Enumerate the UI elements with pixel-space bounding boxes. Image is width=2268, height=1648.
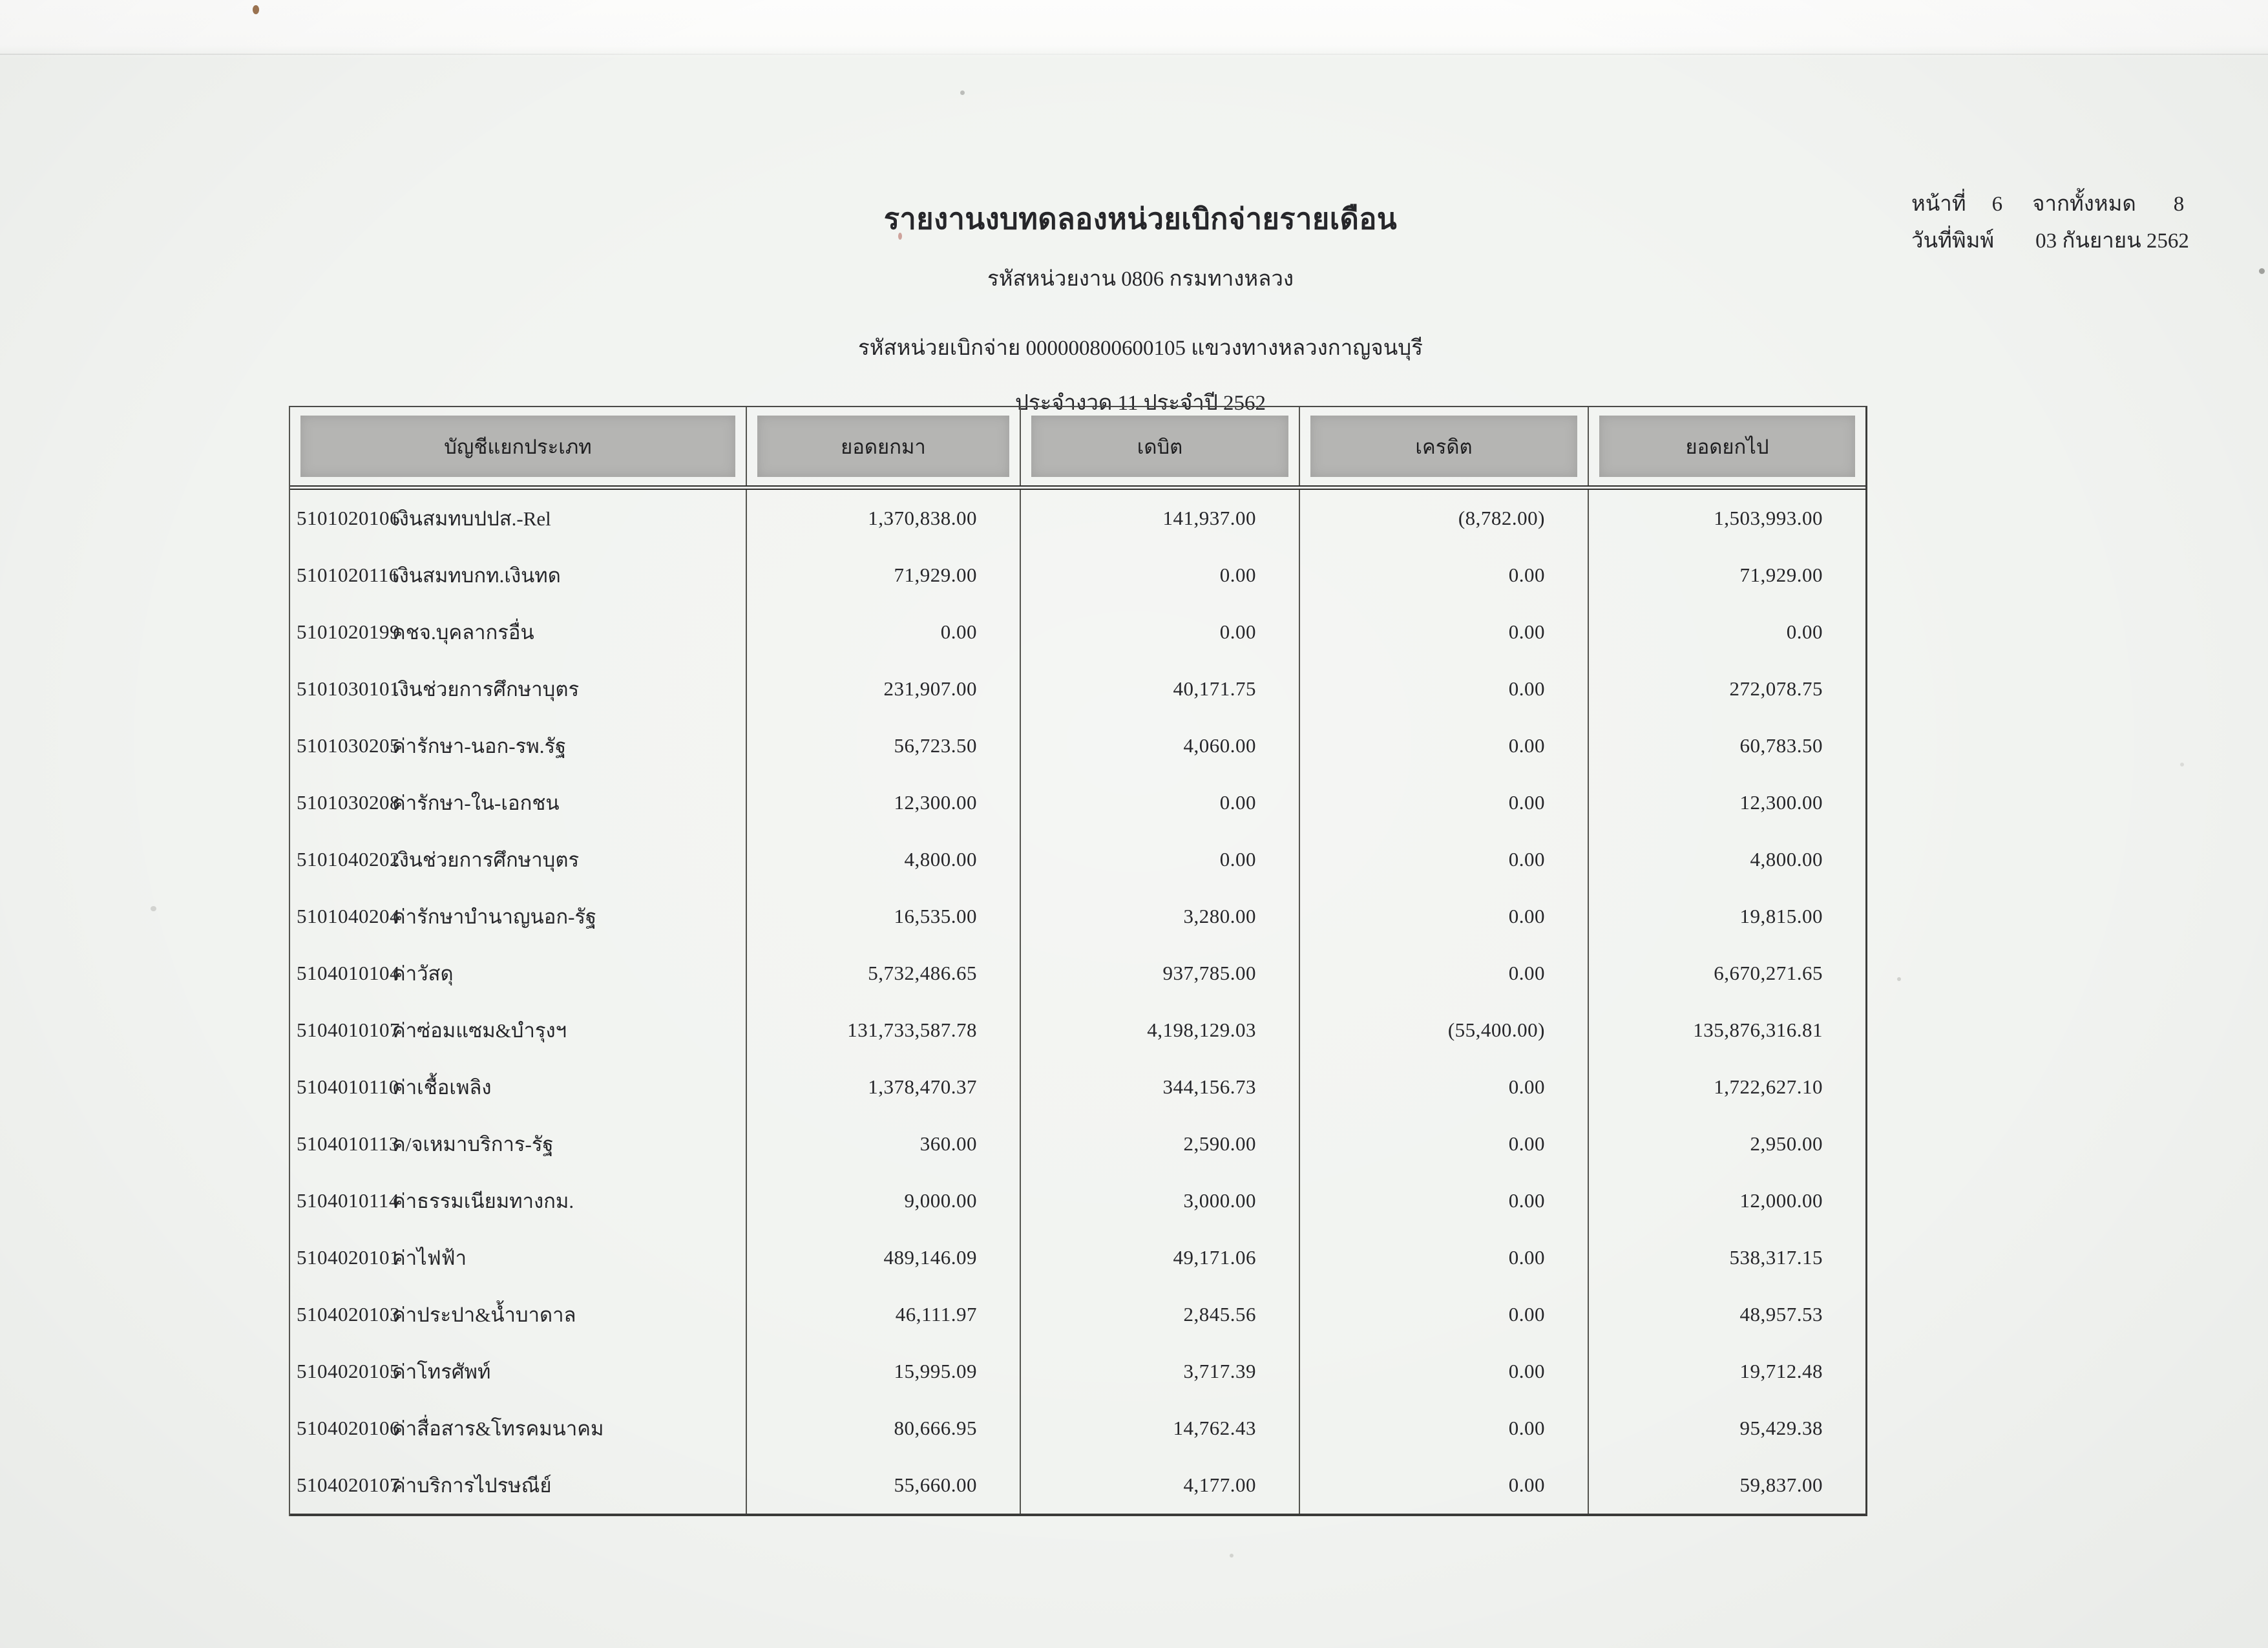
- table-row: [290, 547, 1865, 604]
- account-code: 5104020106: [297, 1417, 400, 1439]
- debit-amount: 141,937.00: [1020, 490, 1299, 547]
- account-cell: [290, 1229, 746, 1286]
- table-row: [290, 660, 1865, 717]
- account-cell: [290, 831, 746, 888]
- carry-forward-amount: 489,146.09: [746, 1229, 1020, 1286]
- debit-amount: 3,717.39: [1020, 1343, 1299, 1400]
- account-name: ค่าเชื้อเพลิง: [392, 1076, 492, 1099]
- account-cell: [290, 1286, 746, 1343]
- balance-amount: 12,000.00: [1588, 1172, 1865, 1229]
- account-name: เงินช่วยการศึกษาบุตร: [392, 678, 580, 701]
- credit-amount: 0.00: [1299, 1343, 1588, 1400]
- credit-amount: 0.00: [1299, 547, 1588, 604]
- account-cell: [290, 547, 746, 604]
- account-name: เงินช่วยการศึกษาบุตร: [392, 849, 580, 871]
- table-header-row: [290, 407, 1865, 490]
- account-code: 5104020101: [297, 1246, 400, 1269]
- account-name: ค่าสื่อสาร&โทรคมนาคม: [392, 1417, 604, 1440]
- column-header-account: บัญชีแยกประเภท: [300, 416, 735, 477]
- table-row: [290, 1172, 1865, 1229]
- account-name: ค่าซ่อมแซม&บำรุงฯ: [392, 1019, 567, 1042]
- account-name: เงินสมทบปปส.-Rel: [392, 507, 551, 530]
- account-name: ค่ารักษา-ใน-เอกชน: [392, 792, 560, 814]
- credit-amount: 0.00: [1299, 1172, 1588, 1229]
- account-cell: [290, 1343, 746, 1400]
- table-body: [290, 490, 1865, 1516]
- carry-forward-amount: 71,929.00: [746, 547, 1020, 604]
- column-header-carry-forward: ยอดยกมา: [757, 416, 1009, 477]
- disbursement-unit-line: รหัสหน่วยเบิกจ่าย 000000800600105 แขวงทางหลวงกาญจนบุรี: [858, 337, 1423, 360]
- carry-forward-amount: 5,732,486.65: [746, 945, 1020, 1002]
- table-row: [290, 717, 1865, 774]
- total-pages: 8: [2173, 193, 2185, 216]
- balance-amount: 6,670,271.65: [1588, 945, 1865, 1002]
- account-cell: [290, 604, 746, 660]
- credit-amount: 0.00: [1299, 717, 1588, 774]
- carry-forward-amount: 46,111.97: [746, 1286, 1020, 1343]
- carry-forward-amount: 80,666.95: [746, 1400, 1020, 1457]
- table-row: [290, 1059, 1865, 1115]
- scan-speck: [1897, 977, 1901, 981]
- debit-amount: 3,000.00: [1020, 1172, 1299, 1229]
- account-code: 5104010107: [297, 1019, 400, 1041]
- account-code: 5101030205: [297, 734, 400, 757]
- debit-amount: 344,156.73: [1020, 1059, 1299, 1115]
- credit-amount: (55,400.00): [1299, 1002, 1588, 1059]
- scan-speck: [151, 906, 156, 911]
- table-row: [290, 1115, 1865, 1172]
- table-row: [290, 1229, 1865, 1286]
- credit-amount: 0.00: [1299, 604, 1588, 660]
- table-row: [290, 888, 1865, 945]
- carry-forward-amount: 12,300.00: [746, 774, 1020, 831]
- account-code: 5104020105: [297, 1360, 400, 1382]
- carry-forward-amount: 231,907.00: [746, 660, 1020, 717]
- account-cell: [290, 660, 746, 717]
- balance-amount: 60,783.50: [1588, 717, 1865, 774]
- account-cell: [290, 945, 746, 1002]
- carry-forward-amount: 16,535.00: [746, 888, 1020, 945]
- balance-amount: 71,929.00: [1588, 547, 1865, 604]
- balance-amount: 19,712.48: [1588, 1343, 1865, 1400]
- scan-speck: [253, 5, 259, 14]
- trial-balance-table: [289, 406, 1867, 1516]
- page-number-line: [1911, 194, 2189, 215]
- debit-amount: 0.00: [1020, 547, 1299, 604]
- credit-amount: (8,782.00): [1299, 490, 1588, 547]
- scan-speck: [2180, 763, 2184, 766]
- account-cell: [290, 888, 746, 945]
- account-cell: [290, 717, 746, 774]
- debit-amount: 2,590.00: [1020, 1115, 1299, 1172]
- account-code: 5101030208: [297, 791, 400, 814]
- balance-amount: 59,837.00: [1588, 1457, 1865, 1514]
- debit-amount: 4,198,129.03: [1020, 1002, 1299, 1059]
- credit-amount: 0.00: [1299, 1286, 1588, 1343]
- table-row: [290, 831, 1865, 888]
- account-name: ค่าประปา&น้ำบาดาล: [392, 1304, 576, 1326]
- credit-amount: 0.00: [1299, 945, 1588, 1002]
- carry-forward-amount: 55,660.00: [746, 1457, 1020, 1514]
- account-name: ค่าบริการไปรษณีย์: [392, 1474, 552, 1497]
- debit-amount: 937,785.00: [1020, 945, 1299, 1002]
- page-info: [1911, 194, 2189, 268]
- header-cell-credit: [1299, 407, 1588, 485]
- credit-amount: 0.00: [1299, 888, 1588, 945]
- account-name: ค่าวัสดุ: [392, 962, 454, 985]
- header-cell-carry-forward: [746, 407, 1020, 485]
- credit-amount: 0.00: [1299, 1229, 1588, 1286]
- table-row: [290, 945, 1865, 1002]
- period-line: ประจำงวด 11 ประจำปี 2562: [1014, 392, 1266, 415]
- balance-amount: 272,078.75: [1588, 660, 1865, 717]
- carry-forward-amount: 56,723.50: [746, 717, 1020, 774]
- account-code: 5101030101: [297, 677, 400, 700]
- account-name: ค่าโทรศัพท์: [392, 1360, 491, 1383]
- debit-amount: 0.00: [1020, 831, 1299, 888]
- carry-forward-amount: 4,800.00: [746, 831, 1020, 888]
- account-cell: [290, 1400, 746, 1457]
- debit-amount: 40,171.75: [1020, 660, 1299, 717]
- scan-speck: [960, 90, 965, 95]
- account-name: ค่าไฟฟ้า: [392, 1247, 467, 1269]
- account-cell: [290, 774, 746, 831]
- table-row: [290, 604, 1865, 660]
- page-label: หน้าที่: [1911, 193, 1966, 216]
- table-row: [290, 1002, 1865, 1059]
- print-date-line: [1911, 231, 2189, 252]
- debit-amount: 3,280.00: [1020, 888, 1299, 945]
- carry-forward-amount: 15,995.09: [746, 1343, 1020, 1400]
- report-title: รายงานงบทดลองหน่วยเบิกจ่ายรายเดือน: [883, 203, 1398, 235]
- credit-amount: 0.00: [1299, 1400, 1588, 1457]
- credit-amount: 0.00: [1299, 831, 1588, 888]
- agency-code-line: รหัสหน่วยงาน 0806 กรมทางหลวง: [987, 268, 1294, 291]
- header-cell-account: [290, 407, 746, 485]
- credit-amount: 0.00: [1299, 1457, 1588, 1514]
- page-number: 6: [1991, 193, 2003, 216]
- account-cell: [290, 1002, 746, 1059]
- carry-forward-amount: 131,733,587.78: [746, 1002, 1020, 1059]
- debit-amount: 4,177.00: [1020, 1457, 1299, 1514]
- table-row: [290, 1286, 1865, 1343]
- balance-amount: 48,957.53: [1588, 1286, 1865, 1343]
- carry-forward-amount: 360.00: [746, 1115, 1020, 1172]
- carry-forward-amount: 9,000.00: [746, 1172, 1020, 1229]
- account-cell: [290, 1115, 746, 1172]
- carry-forward-amount: 1,370,838.00: [746, 490, 1020, 547]
- balance-amount: 95,429.38: [1588, 1400, 1865, 1457]
- credit-amount: 0.00: [1299, 1115, 1588, 1172]
- credit-amount: 0.00: [1299, 774, 1588, 831]
- debit-amount: 0.00: [1020, 604, 1299, 660]
- scan-crease-line: [0, 54, 2268, 55]
- account-name: ค่ารักษาบำนาญนอก-รัฐ: [392, 905, 597, 928]
- balance-amount: 1,722,627.10: [1588, 1059, 1865, 1115]
- carry-forward-amount: 0.00: [746, 604, 1020, 660]
- scan-speck: [1230, 1554, 1234, 1558]
- report-header: [646, 195, 1635, 419]
- account-name: คชจ.บุคลากรอื่น: [392, 621, 534, 644]
- balance-amount: 0.00: [1588, 604, 1865, 660]
- carry-forward-amount: 1,378,470.37: [746, 1059, 1020, 1115]
- account-code: 5101020199: [297, 620, 400, 643]
- account-name: ค/จเหมาบริการ-รัฐ: [392, 1133, 554, 1156]
- print-date-label: วันที่พิมพ์: [1911, 229, 1995, 253]
- column-header-credit: เครดิต: [1310, 416, 1577, 477]
- table-row: [290, 490, 1865, 547]
- account-cell: [290, 1059, 746, 1115]
- account-cell: [290, 490, 746, 547]
- column-header-debit: เดบิต: [1031, 416, 1288, 477]
- balance-amount: 19,815.00: [1588, 888, 1865, 945]
- debit-amount: 14,762.43: [1020, 1400, 1299, 1457]
- account-code: 5104010114: [297, 1189, 399, 1212]
- header-cell-balance: [1588, 407, 1865, 485]
- account-name: ค่ารักษา-นอก-รพ.รัฐ: [392, 735, 567, 757]
- balance-amount: 2,950.00: [1588, 1115, 1865, 1172]
- balance-amount: 4,800.00: [1588, 831, 1865, 888]
- account-name: เงินสมทบกท.เงินทด: [392, 564, 561, 587]
- column-header-balance: ยอดยกไป: [1599, 416, 1855, 477]
- debit-amount: 0.00: [1020, 774, 1299, 831]
- table-row: [290, 774, 1865, 831]
- account-code: 5104020103: [297, 1303, 400, 1326]
- credit-amount: 0.00: [1299, 1059, 1588, 1115]
- account-code: 5101040202: [297, 848, 400, 871]
- account-code: 5104010113: [297, 1132, 399, 1155]
- balance-amount: 12,300.00: [1588, 774, 1865, 831]
- account-code: 5101040204: [297, 905, 400, 927]
- table-row: [290, 1457, 1865, 1514]
- account-code: 5104020107: [297, 1474, 400, 1496]
- balance-amount: 538,317.15: [1588, 1229, 1865, 1286]
- account-code: 5104010104: [297, 962, 400, 984]
- account-name: ค่าธรรมเนียมทางกม.: [392, 1190, 574, 1212]
- header-cell-debit: [1020, 407, 1299, 485]
- account-cell: [290, 1457, 746, 1514]
- account-cell: [290, 1172, 746, 1229]
- account-code: 5101020106: [297, 507, 400, 529]
- balance-amount: 135,876,316.81: [1588, 1002, 1865, 1059]
- scan-speck: [2259, 268, 2265, 274]
- print-date: 03 กันยายน 2562: [2035, 229, 2189, 253]
- balance-amount: 1,503,993.00: [1588, 490, 1865, 547]
- table-row: [290, 1400, 1865, 1457]
- account-code: 5104010110: [297, 1075, 399, 1098]
- account-code: 5101020116: [297, 564, 399, 586]
- credit-amount: 0.00: [1299, 660, 1588, 717]
- debit-amount: 2,845.56: [1020, 1286, 1299, 1343]
- debit-amount: 49,171.06: [1020, 1229, 1299, 1286]
- total-pages-label: จากทั้งหมด: [2032, 193, 2136, 216]
- debit-amount: 4,060.00: [1020, 717, 1299, 774]
- table-row: [290, 1343, 1865, 1400]
